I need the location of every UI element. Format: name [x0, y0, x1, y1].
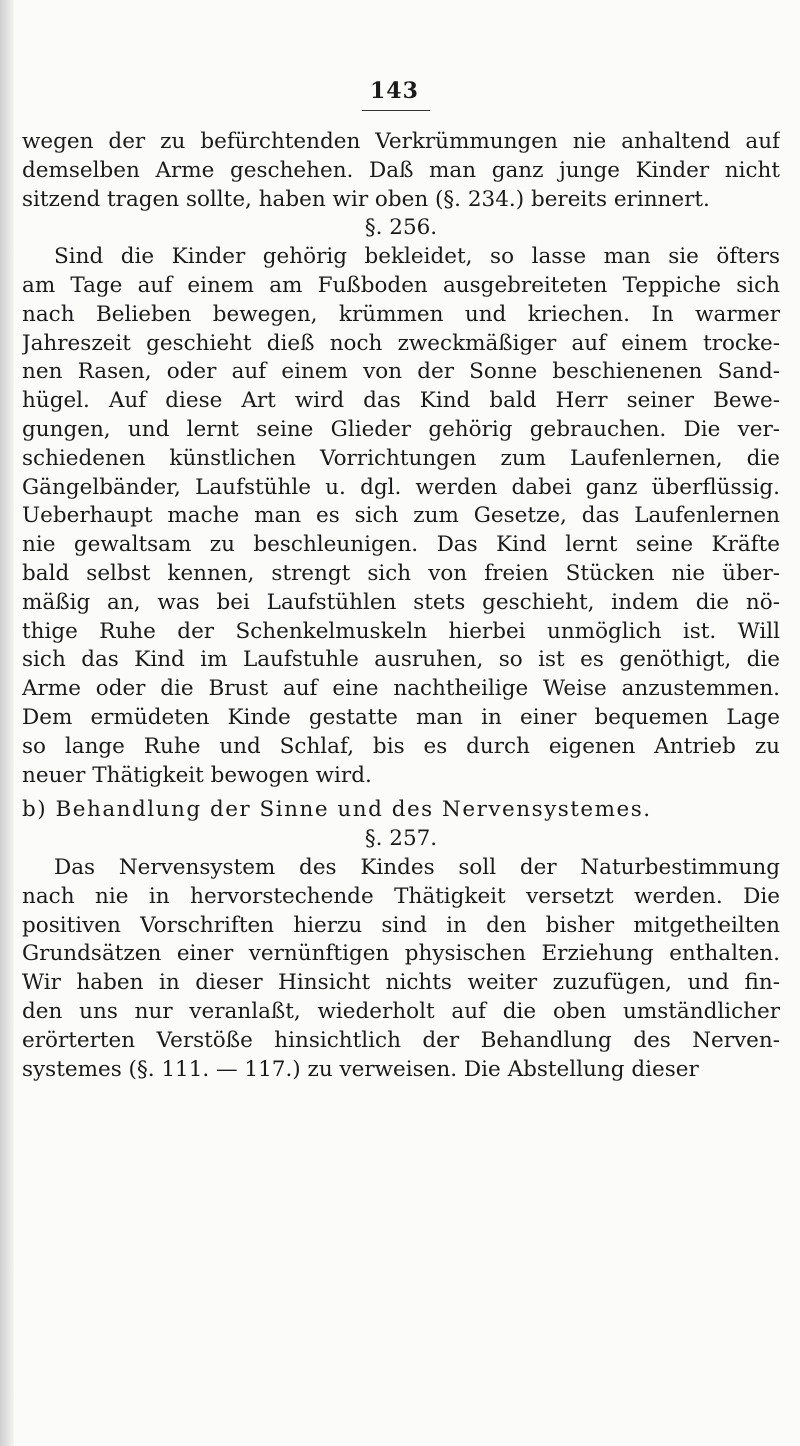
text-line: Grundsätzen einer vernünftigen physischen Erziehung enthalten.	[22, 941, 780, 967]
text-line: gungen, und lernt seine Glieder gehörig gebrauchen. Die ver-	[22, 416, 780, 442]
text-line: Das Nervensystem des Kindes soll der Naturbestimmung	[54, 854, 780, 880]
text-line: den uns nur veranlaßt, wiederholt auf die oben umständlicher	[22, 998, 780, 1024]
paragraph-intro	[22, 128, 780, 214]
text-line: nie gewaltsam zu beschleunigen. Das Kind lernt seine Kräfte	[22, 532, 780, 558]
text-line: systemes (§. 111. — 117.) zu verweisen. Die Abstellung dieser	[22, 1056, 699, 1082]
text-line: Wir haben in dieser Hinsicht nichts weiter zuzufügen, und fin-	[22, 970, 780, 996]
text-line: positiven Vorschriften hierzu sind in den bisher mitgetheilten	[22, 912, 780, 938]
page-number: 143	[370, 78, 419, 104]
page-binding-shadow	[0, 0, 14, 1446]
text-line: Jahreszeit geschieht dieß noch zweckmäßiger auf einem trocke-	[22, 330, 780, 356]
text-line: so lange Ruhe und Schlaf, bis es durch eigenen Antrieb zu	[22, 733, 780, 759]
text-line: bald selbst kennen, strengt sich von freien Stücken nie über-	[22, 560, 780, 586]
text-line: Sind die Kinder gehörig bekleidet, so lasse man sie öfters	[54, 244, 780, 270]
text-line: Arme oder die Brust auf eine nachtheilige Weise anzustemmen.	[22, 676, 780, 702]
text-line: nach nie in hervorstechende Thätigkeit versetzt werden. Die	[22, 883, 780, 909]
text-line: Ueberhaupt mache man es sich zum Gesetze, das Laufenlernen	[22, 503, 780, 529]
text-line: sitzend tragen sollte, haben wir oben (§. 234.) bereits erinnert.	[22, 186, 710, 212]
text-line: nen Rasen, oder auf einem von der Sonne beschienenen Sand-	[22, 359, 780, 385]
paragraph-section-257	[22, 854, 780, 1084]
text-line: erörterten Verstöße hinsichtlich der Behandlung des Nerven-	[22, 1027, 780, 1053]
subheading-sinne-nervensystem: b) Behandlung der Sinne und des Nervensystemes.	[22, 797, 652, 823]
text-line: hügel. Auf diese Art wird das Kind bald Herr seiner Bewe-	[22, 388, 780, 414]
text-line: schiedenen künstlichen Vorrichtungen zum Laufenlernen, die	[22, 445, 780, 471]
text-line: mäßig an, was bei Laufstühlen stets geschieht, indem die nö-	[22, 589, 780, 615]
page-number-underline	[362, 110, 430, 111]
text-line: am Tage auf einem am Fußboden ausgebreiteten Teppiche sich	[22, 272, 780, 298]
paragraph-section-256	[22, 243, 780, 790]
section-heading-257: §. 257.	[364, 826, 438, 852]
text-line: sich das Kind im Laufstuhle ausruhen, so ist es genöthigt, die	[22, 647, 780, 673]
text-line: wegen der zu befürchtenden Verkrümmungen nie anhaltend auf	[22, 129, 780, 154]
text-line: Gängelbänder, Laufstühle u. dgl. werden dabei ganz überflüssig.	[22, 474, 780, 500]
text-line: demselben Arme geschehen. Daß man ganz junge Kinder nicht	[22, 157, 780, 183]
text-line: thige Ruhe der Schenkelmuskeln hierbei unmöglich ist. Will	[22, 618, 780, 644]
text-line: neuer Thätigkeit bewogen wird.	[22, 762, 372, 788]
page-body	[22, 128, 780, 1084]
text-line: nach Belieben bewegen, krümmen und kriechen. In warmer	[22, 301, 780, 327]
section-heading-256: §. 256.	[364, 215, 438, 241]
text-line: Dem ermüdeten Kinde gestatte man in einer bequemen Lage	[22, 704, 780, 730]
